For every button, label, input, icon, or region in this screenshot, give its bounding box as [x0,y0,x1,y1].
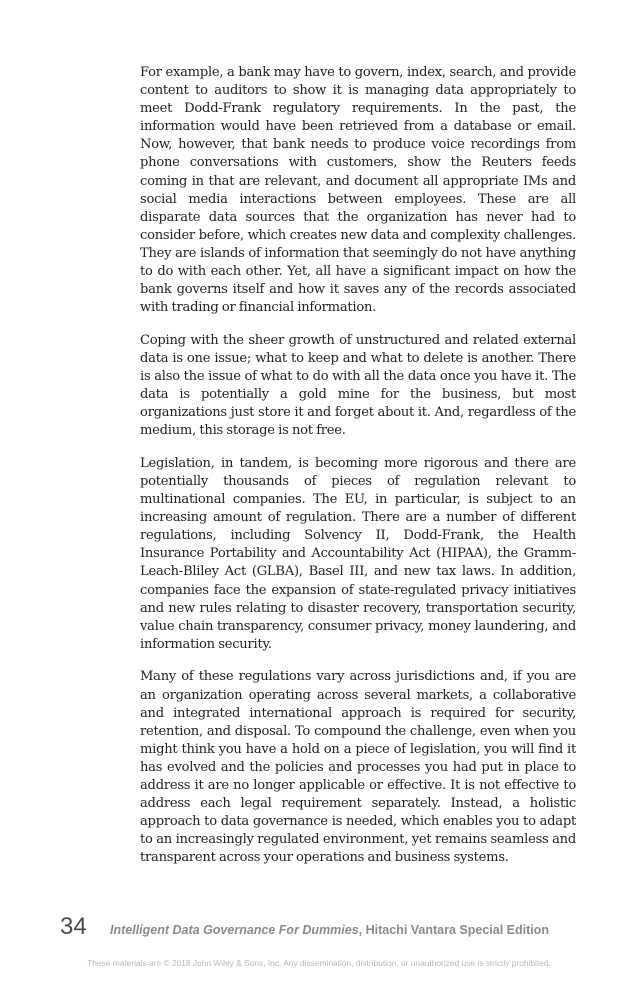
body-text [140,64,576,882]
running-title [110,923,549,937]
paragraph-bank-example: For example, a bank may have to govern, index, search, and provide content to auditors to show it is managing data appropriately to meet Dodd-Frank regulatory requirements. In the past, the information would have been retrieved from a database or email. Now, however, that bank needs to produce voice recordings from phone conversations with customers, show the Reuters feeds coming in that are relevant, and document all appropriate IMs and social media interactions between employees. These are all disparate data sources that the organization has never had to consider before, which creates new data and complexity challenges. They are islands of information that seemingly do not have anything to do with each other. Yet, all have a significant impact on how the bank governs itself and how it saves any of the records associated with trading or financial information. [140,65,576,316]
page-number: 34 [60,913,87,940]
copyright-notice: These materials are © 2018 John Wiley & Sons, Inc. Any dissemination, distribution, or unauthorized use is strictly prohibited. [87,958,551,968]
edition-label: , Hitachi Vantara Special Edition [358,923,550,937]
page-footer [60,913,580,939]
book-title: Intelligent Data Governance For Dummies [110,923,359,937]
paragraph-jurisdictions: Many of these regulations vary across jurisdictions and, if you are an organization operating across several markets, a collaborative and integrated international approach is required for security, retention, and disposal. To compound the challenge, even when you might think you have a hold on a piece of legislation, you will find it has evolved and the policies and processes you had put in place to address it are no longer applicable or effective. It is not effective to address each legal requirement separately. Instead, a holistic approach to data governance is needed, which enables you to adapt to an increasingly regulated environment, yet remains seamless and transparent across your operations and business systems. [140,669,576,866]
paragraph-legislation: Legislation, in tandem, is becoming more rigorous and there are potentially thousands of pieces of regulation relevant to multinational companies. The EU, in particular, is subject to an increasing amount of regulation. There are a number of different regulations, including Solvency II, Dodd-Frank, the Health Insurance Portability and Accountability Act (HIPAA), the Gramm-Leach-Bliley Act (GLBA), Basel III, and new tax laws. In addition, companies face the expansion of state-regulated privacy initiatives and new rules relating to disaster recovery, transportation security, value chain transparency, consumer privacy, money laundering, and information security. [140,455,576,652]
paragraph-data-growth: Coping with the sheer growth of unstructured and related external data is one issue; what to keep and what to delete is another. There is also the issue of what to do with all the data once you have it. The data is potentially a gold mine for the business, but most organizations just store it and forget about it. And, regardless of the medium, this storage is not free. [140,332,576,439]
